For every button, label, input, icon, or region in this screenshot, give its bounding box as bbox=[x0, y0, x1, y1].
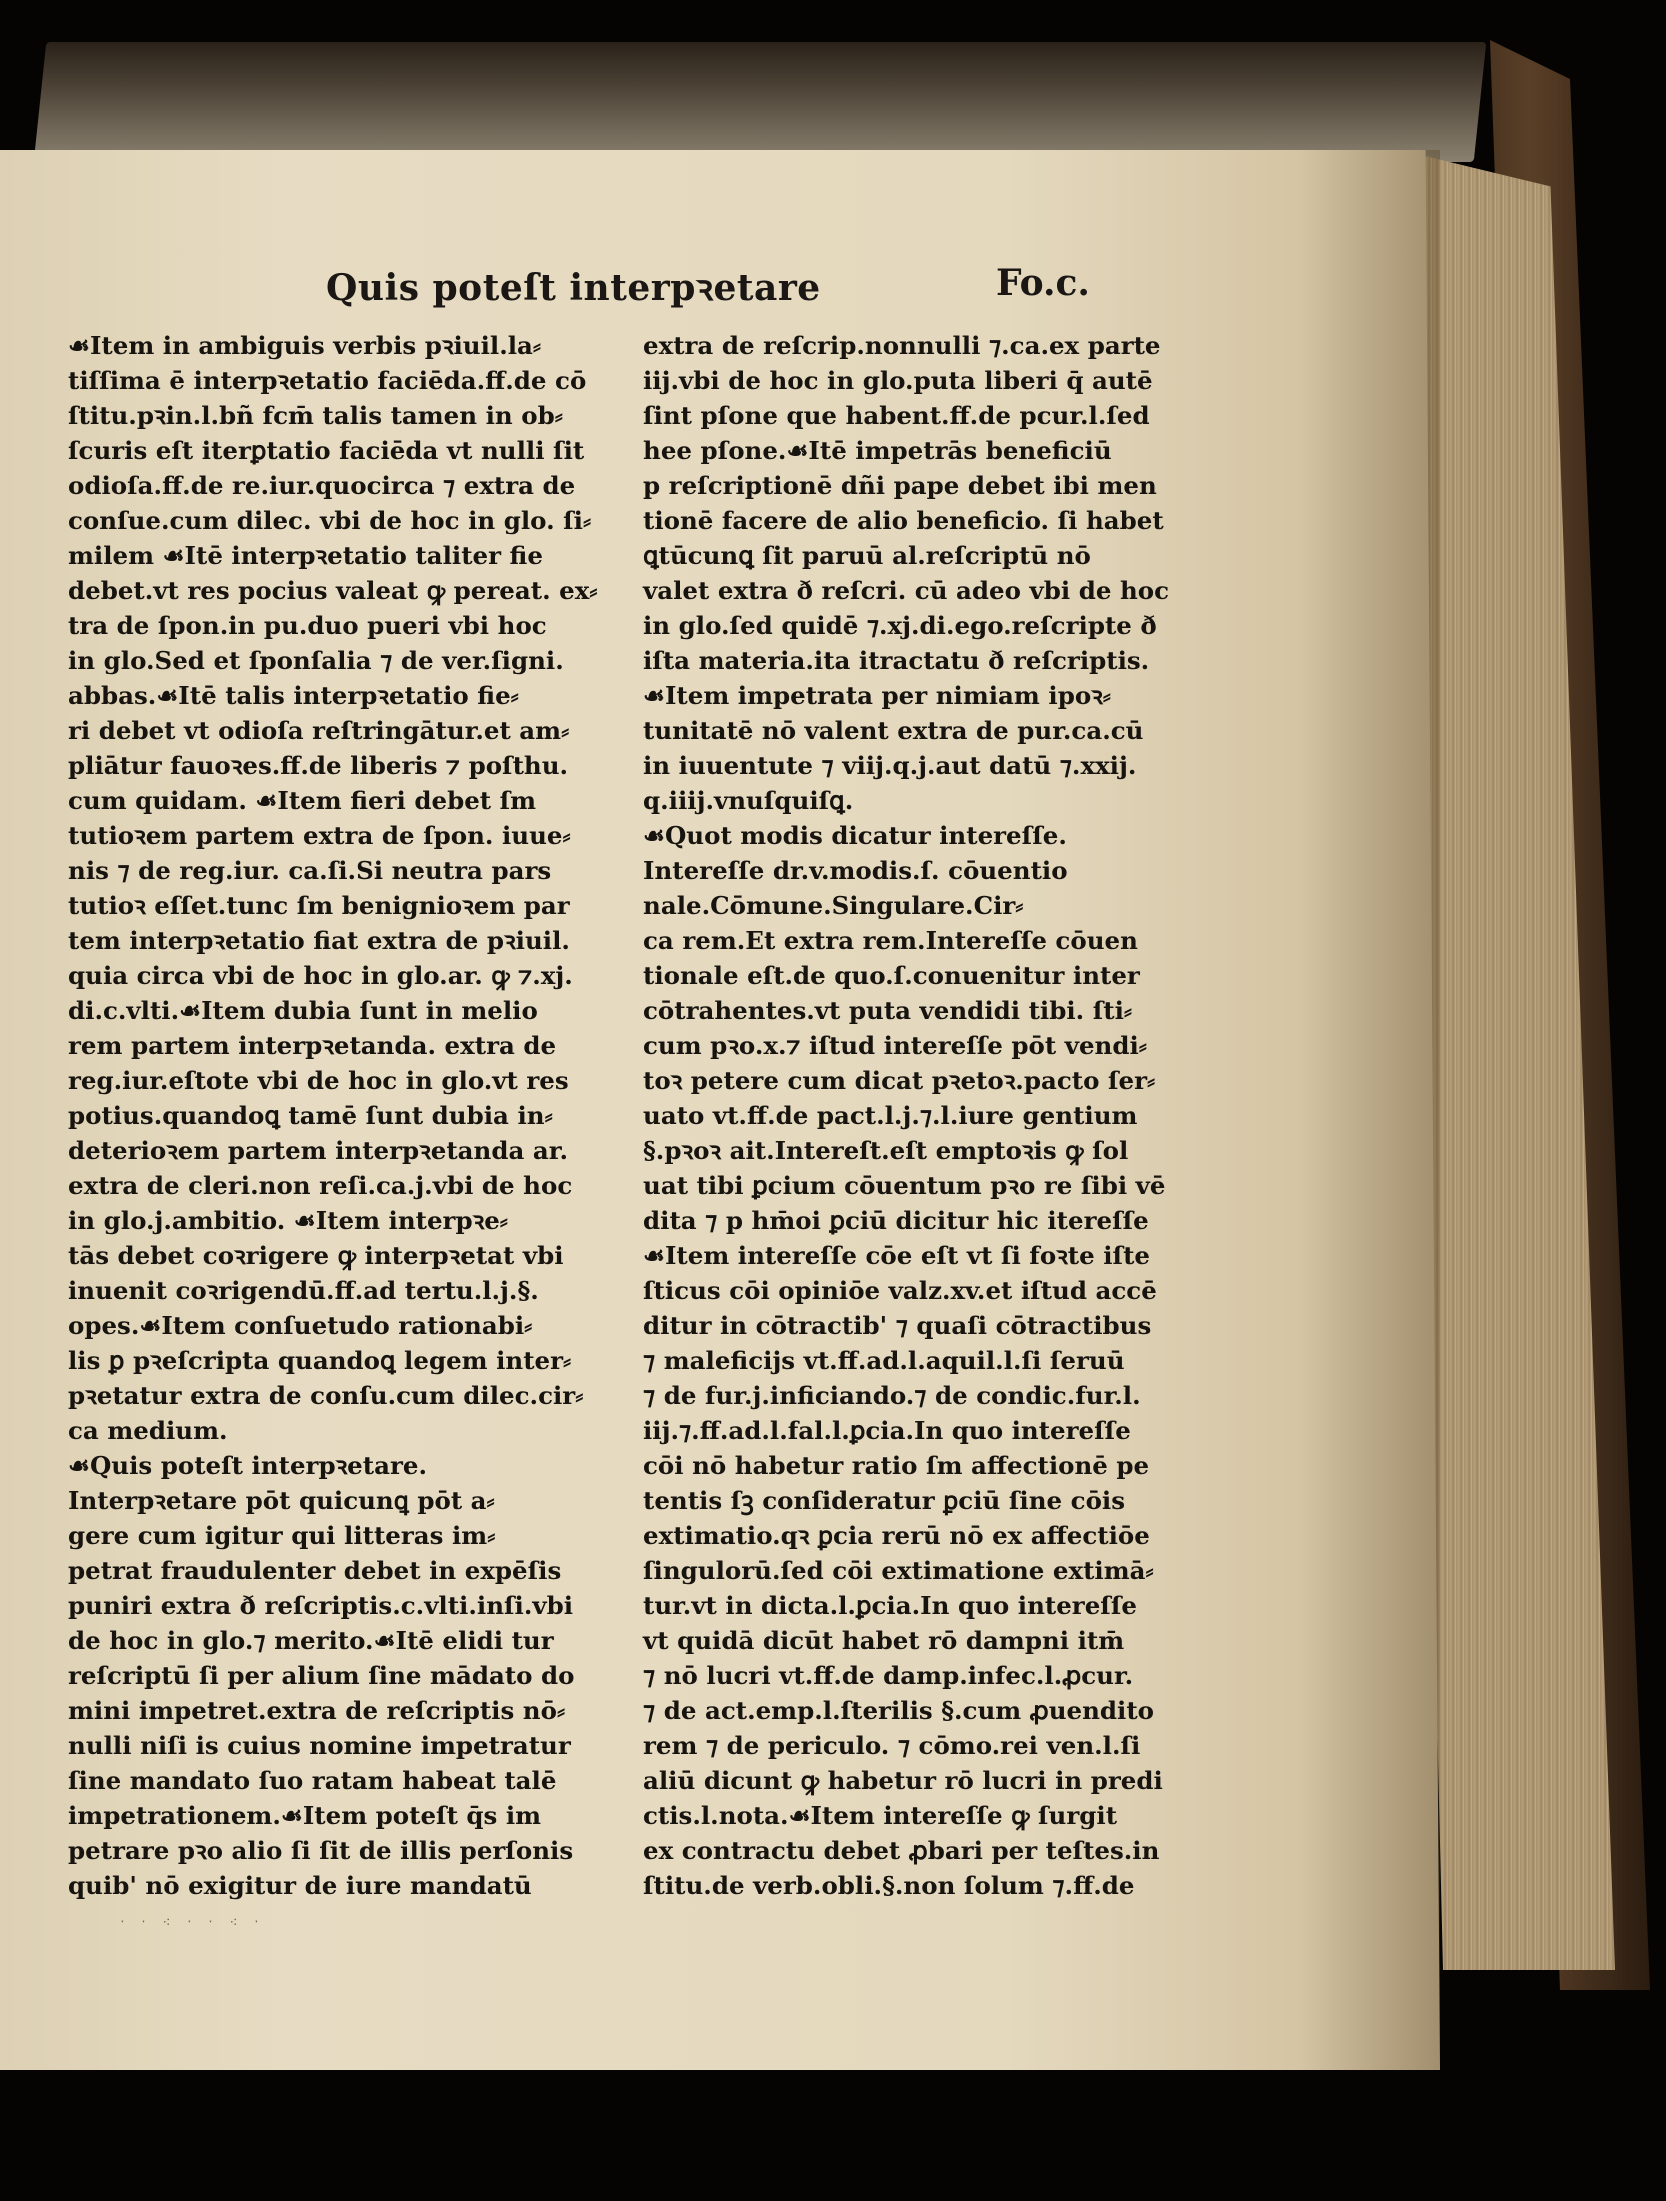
text-line: Interpꝛetare pōt quicunꝗ pōt a⸗ bbox=[68, 1486, 495, 1515]
text-line: ſtitu.pꝛin.l.bñ fcm̄ talis tamen in ob⸗ bbox=[68, 401, 563, 430]
text-line: p reſcriptionē dñi pape debet ibi men bbox=[643, 471, 1157, 500]
text-line: uato vt.ff.de pact.l.j.⁊.l.iure gentium bbox=[643, 1101, 1138, 1130]
text-line: tentis ſꝫ conſideratur ꝑciū ſine cōis bbox=[643, 1486, 1126, 1515]
text-line: uat tibi ꝑcium cōuentum pꝛo re ſibi vē bbox=[643, 1171, 1166, 1200]
book-top-edge bbox=[34, 42, 1487, 162]
text-line: extimatio.qꝛ ꝑcia rerū nō ex affectiōe bbox=[643, 1521, 1150, 1550]
text-line: odioſa.ff.de re.iur.quocirca ⁊ extra de bbox=[68, 471, 576, 500]
text-line: §.pꝛoꝛ ait.Intereſt.eſt emptoꝛis ꝙ ſol bbox=[643, 1136, 1129, 1165]
text-line: ⁊ de act.emp.l.ſterilis §.cum ꝓuendito bbox=[643, 1696, 1155, 1725]
text-line: quib' nō exigitur de iure mandatū bbox=[68, 1871, 532, 1900]
text-line: tutioꝛem partem extra de ſpon. iuue⸗ bbox=[68, 821, 571, 850]
text-line: opes.☙Item conſuetudo rationabi⸗ bbox=[68, 1311, 533, 1340]
text-line: ☙Item intereſſe cōe eſt vt ſi foꝛte iſte bbox=[643, 1241, 1150, 1270]
text-line: tās debet coꝛrigere ꝙ interpꝛetat vbi bbox=[68, 1241, 564, 1270]
text-line: iſta materia.ita itractatu ð reſcriptis. bbox=[643, 646, 1150, 675]
page-shadow bbox=[1300, 150, 1440, 2070]
text-line: potius.quandoꝗ tamē ſunt dubia in⸗ bbox=[68, 1101, 553, 1130]
text-line: iij.vbi de hoc in glo.puta liberi q̄ autē bbox=[643, 366, 1153, 395]
text-line: quia circa vbi de hoc in glo.ar. ꝙ ⁊.xj. bbox=[68, 961, 573, 990]
text-line: ditur in cōtractib' ⁊ quaſi cōtractibus bbox=[643, 1311, 1152, 1340]
text-line: ex contractu debet ꝓbari per teſtes.in bbox=[643, 1836, 1160, 1865]
text-line: ☙Quot modis dicatur intereſſe. bbox=[643, 821, 1067, 850]
text-line: ca medium. bbox=[68, 1416, 228, 1445]
text-line: tunitatē nō valent extra de pur.ca.cū bbox=[643, 716, 1144, 745]
text-line: di.c.vlti.☙Item dubia ſunt in melio bbox=[68, 996, 538, 1025]
text-line: ctis.l.nota.☙Item intereſſe ꝙ ſurgit bbox=[643, 1801, 1118, 1830]
text-line: ſint pſone que habent.ff.de pcur.l.ſed bbox=[643, 401, 1150, 430]
text-line: rem partem interpꝛetanda. extra de bbox=[68, 1031, 557, 1060]
text-line: milem ☙Itē interpꝛetatio taliter fie bbox=[68, 541, 543, 570]
text-line: cōi nō habetur ratio ſm affectionē pe bbox=[643, 1451, 1150, 1480]
text-line: mini impetret.extra de reſcriptis nō⸗ bbox=[68, 1696, 566, 1725]
text-line: inuenit coꝛrigendū.ff.ad tertu.l.j.§. bbox=[68, 1276, 539, 1305]
text-line: tionale eſt.de quo.ſ.conuenitur inter bbox=[643, 961, 1140, 990]
text-line: ſine mandato ſuo ratam habeat talē bbox=[68, 1766, 557, 1795]
text-line: aliū dicunt ꝙ habetur rō lucri in predi bbox=[643, 1766, 1163, 1795]
text-line: lis ꝑ pꝛeſcripta quandoꝗ legem inter⸗ bbox=[68, 1346, 572, 1375]
folio-number: Fo.c. bbox=[996, 262, 1090, 304]
text-line: in iuuentute ⁊ viij.q.j.aut datū ⁊.xxij. bbox=[643, 751, 1137, 780]
text-line: ☙Item in ambiguis verbis pꝛiuil.la⸗ bbox=[68, 331, 542, 360]
text-line: ⁊ de fur.j.inficiando.⁊ de condic.fur.l. bbox=[643, 1381, 1141, 1410]
text-line: hee pſone.☙Itē impetrās beneficiū bbox=[643, 436, 1112, 465]
text-line: reſcriptū ſi per alium ſine mādato do bbox=[68, 1661, 575, 1690]
text-line: Intereſſe dr.v.modis.ſ. cōuentio bbox=[643, 856, 1068, 885]
text-line: tra de ſpon.in pu.duo pueri vbi hoc bbox=[68, 611, 547, 640]
text-line: petrare pꝛo alio ſi ſit de illis perſonis bbox=[68, 1836, 574, 1865]
text-line: in glo.j.ambitio. ☙Item interpꝛe⸗ bbox=[68, 1206, 508, 1235]
text-line: ☙Quis poteſt interpꝛetare. bbox=[68, 1451, 427, 1480]
text-line: impetrationem.☙Item poteſt q̄s im bbox=[68, 1801, 542, 1830]
text-line: in glo.Sed et ſponſalia ⁊ de ver.ſigni. bbox=[68, 646, 564, 675]
text-line: abbas.☙Itē talis interpꝛetatio fie⸗ bbox=[68, 681, 519, 710]
text-line: ⁊ nō lucri vt.ff.de damp.infec.l.ꝓcur. bbox=[643, 1661, 1134, 1690]
text-line: nulli niſi is cuius nomine impetratur bbox=[68, 1731, 571, 1760]
text-line: iij.⁊.ff.ad.l.fal.l.ꝑcia.In quo intereſſe bbox=[643, 1416, 1131, 1445]
text-line: cum quidam. ☙Item fieri debet ſm bbox=[68, 786, 537, 815]
text-line: debet.vt res pocius valeat ꝙ pereat. ex⸗ bbox=[68, 576, 598, 605]
text-line: ſticus cōi opiniōe valz.xv.et iſtud accē bbox=[643, 1276, 1157, 1305]
text-line: tutioꝛ eſſet.tunc ſm benignioꝛem par bbox=[68, 891, 570, 920]
text-line: in glo.ſed quidē ⁊.xj.di.ego.reſcripte ð bbox=[643, 611, 1157, 640]
right-text-column bbox=[643, 328, 1213, 1903]
text-line: pliātur fauoꝛes.ff.de liberis ⁊ poſthu. bbox=[68, 751, 569, 780]
text-line: conſue.cum dilec. vbi de hoc in glo. ſi⸗ bbox=[68, 506, 592, 535]
text-line: puniri extra ð reſcriptis.c.vlti.inſi.vbi bbox=[68, 1591, 574, 1620]
running-head-title: Quis poteſt interpꝛetare bbox=[326, 267, 821, 309]
text-line: gere cum igitur qui litteras im⸗ bbox=[68, 1521, 496, 1550]
text-line: ꝗtūcunꝗ ſit paruū al.reſcriptū nō bbox=[643, 541, 1091, 570]
text-line: deterioꝛem partem interpꝛetanda ar. bbox=[68, 1136, 568, 1165]
text-line: ⁊ maleficijs vt.ff.ad.l.aquil.l.ſi ſeruū bbox=[643, 1346, 1125, 1375]
text-line: valet extra ð reſcri. cū adeo vbi de hoc bbox=[643, 576, 1170, 605]
text-line: q.iiij.vnuſquiſꝗ. bbox=[643, 786, 854, 815]
text-line: nale.Cōmune.Singulare.Cir⸗ bbox=[643, 891, 1024, 920]
text-line: tiſſima ē interpꝛetatio faciēda.ff.de cō bbox=[68, 366, 587, 395]
text-line: tur.vt in dicta.l.ꝑcia.In quo intereſſe bbox=[643, 1591, 1137, 1620]
text-line: extra de cleri.non reſi.ca.j.vbi de hoc bbox=[68, 1171, 573, 1200]
left-text-column bbox=[68, 328, 628, 1903]
text-line: tionē facere de alio beneficio. ſi habet bbox=[643, 506, 1164, 535]
text-line: ſingulorū.ſed cōi extimatione extimā⸗ bbox=[643, 1556, 1154, 1585]
text-line: toꝛ petere cum dicat pꝛetoꝛ.pacto ſer⸗ bbox=[643, 1066, 1156, 1095]
footer-marks: ˑ ˑ ⁖ ˑ ˑ ⁖ ˑ bbox=[120, 1915, 265, 1931]
text-line: ſtitu.de verb.obli.§.non ſolum ⁊.ff.de bbox=[643, 1871, 1135, 1900]
text-line: ri debet vt odioſa reſtringātur.et am⸗ bbox=[68, 716, 570, 745]
text-line: nis ⁊ de reg.iur. ca.ſi.Si neutra pars bbox=[68, 856, 552, 885]
text-line: reg.iur.eſtote vbi de hoc in glo.vt res bbox=[68, 1066, 569, 1095]
text-line: cum pꝛo.x.⁊ iſtud intereſſe pōt vendi⸗ bbox=[643, 1031, 1147, 1060]
text-line: ☙Item impetrata per nimiam ipoꝛ⸗ bbox=[643, 681, 1111, 710]
text-line: dita ⁊ p hm̄oi ꝑciū dicitur hic itereſſe bbox=[643, 1206, 1149, 1235]
text-line: cōtrahentes.vt puta vendidi tibi. ſti⸗ bbox=[643, 996, 1133, 1025]
text-line: petrat fraudulenter debet in expēſis bbox=[68, 1556, 562, 1585]
running-head bbox=[0, 262, 1440, 312]
text-line: pꝛetatur extra de conſu.cum dilec.cir⸗ bbox=[68, 1381, 584, 1410]
text-line: vt quidā dicūt habet rō dampni itm̄ bbox=[643, 1626, 1125, 1655]
text-line: rem ⁊ de periculo. ⁊ cōmo.rei ven.l.ſi bbox=[643, 1731, 1141, 1760]
text-line: ca rem.Et extra rem.Intereſſe cōuen bbox=[643, 926, 1138, 955]
text-line: extra de reſcrip.nonnulli ⁊.ca.ex parte bbox=[643, 331, 1161, 360]
text-line: tem interpꝛetatio fiat extra de pꝛiuil. bbox=[68, 926, 570, 955]
text-line: de hoc in glo.⁊ merito.☙Itē elidi tur bbox=[68, 1626, 554, 1655]
text-line: ſcuris eſt iterꝑtatio faciēda vt nulli ſit bbox=[68, 436, 585, 465]
